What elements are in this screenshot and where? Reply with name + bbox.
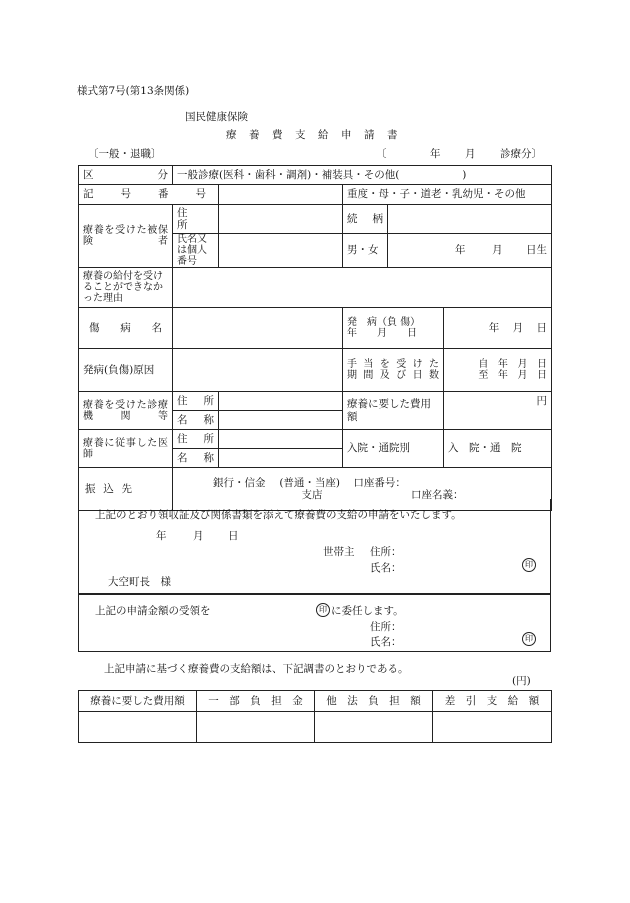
allowance-label-line2: 期間及び日数 [347, 370, 439, 381]
net-payment-amount-cell[interactable] [433, 712, 552, 743]
kubun-label: 区分 [79, 166, 173, 185]
birth-month: 月 [492, 244, 503, 257]
payment-summary-table [78, 690, 552, 743]
kubun-value[interactable]: 一般診療(医科・歯科・調剤)・補装具・その他( ) [173, 166, 552, 185]
delegate-address-label: 住所： [370, 621, 402, 633]
cost-amount-cell[interactable] [79, 712, 197, 743]
page-title: 療 養 費 支 給 申 請 書 [226, 129, 399, 141]
application-statement: 上記のとおり領収証及び関係書類を添えて療養費の支給の申請をいたします。 [95, 509, 462, 521]
allowance-label-line1: 手当を受けた [347, 359, 439, 370]
bank-line: 銀行・信金 (普通・当座) [213, 476, 341, 489]
doctor-address-label: 住 所 [173, 430, 219, 449]
insured-label: 療養を受けた被保険者 [79, 205, 173, 268]
to-day: 日 [537, 370, 548, 381]
period-month: 月 [465, 148, 476, 160]
disease-field[interactable] [173, 308, 343, 349]
name-or-id-label: 氏名又は個人番号 [173, 234, 219, 268]
insurance-label: 国民健康保険 [185, 111, 248, 123]
birth-suffix: 日生 [526, 244, 548, 257]
doctor-label: 療養に従事した医師 [79, 430, 173, 468]
mayor-addressee: 大空町長 様 [108, 576, 171, 588]
onset-label-line2: 年 月 日 [347, 328, 417, 339]
delegation-seal: 印 [316, 603, 330, 617]
col-other-law: 他 法 負 担 額 [315, 691, 433, 712]
delegate-seal: 印 [522, 632, 536, 646]
kigo-label: 記号番号 [79, 185, 219, 205]
cause-field[interactable] [173, 349, 343, 392]
to-year: 年 [497, 370, 508, 381]
birth-date-field[interactable] [388, 234, 552, 268]
category-label: 〔一般・退職〕 [88, 148, 162, 160]
relation-label: 続 柄 [343, 205, 388, 234]
insured-address-label: 住 所 [173, 205, 219, 234]
facility-address-field[interactable] [219, 392, 343, 411]
account-name-label: 口座名義： [411, 489, 464, 501]
copay-amount-cell[interactable] [197, 712, 315, 743]
form-number: 様式第7号(第13条関係) [77, 85, 190, 97]
from-year: 年 [497, 359, 508, 370]
col-copay: 一 部 負 担 金 [197, 691, 315, 712]
transfer-label: 振込先 [79, 468, 173, 511]
branch-label: 支店 [301, 489, 323, 501]
account-number-label: 口座番号： [353, 476, 406, 489]
doctor-name-label: 名 称 [173, 449, 219, 468]
payment-statement: 上記申請に基づく療養費の支給額は、下記調書のとおりである。 [104, 663, 409, 675]
name-or-id-field[interactable] [219, 234, 343, 268]
to-month: 月 [517, 370, 528, 381]
kigo-number-field[interactable] [219, 185, 343, 205]
from-day: 日 [537, 359, 548, 370]
onset-year: 年 [488, 321, 500, 334]
sex-select[interactable]: 男・女 [343, 234, 388, 268]
cost-field[interactable] [444, 392, 552, 430]
doctor-address-field[interactable] [219, 430, 343, 449]
onset-month: 月 [512, 321, 524, 334]
applicant-name-label: 氏名： [370, 562, 402, 574]
reason-field[interactable] [173, 268, 552, 308]
from-label: 自 [478, 359, 489, 370]
reason-label: 療養の給付を受けることができなかった理由 [79, 268, 173, 308]
cost-label: 療養に要した費用額 [343, 392, 444, 430]
col-net-payment: 差 引 支 給 額 [433, 691, 552, 712]
application-year: 年 [156, 530, 167, 542]
cause-label: 発病(負傷)原因 [79, 349, 173, 392]
yen-unit: (円) [512, 675, 531, 687]
application-month: 月 [193, 530, 204, 542]
applicant-address-label: 住所： [370, 546, 402, 558]
inout-select[interactable]: 入 院・通 院 [444, 430, 552, 468]
facility-label: 療養を受けた診療機関等 [79, 392, 173, 430]
kigo-category[interactable]: 重度・母・子・道老・乳幼児・その他 [343, 185, 552, 205]
from-month: 月 [517, 359, 528, 370]
allowance-label [343, 349, 444, 392]
insured-address-field[interactable] [219, 205, 343, 234]
application-form-table [78, 165, 552, 511]
onset-label [343, 308, 444, 349]
inout-label: 入院・通院別 [343, 430, 444, 468]
cost-yen: 円 [536, 395, 548, 407]
period-year: 年 [430, 148, 441, 160]
facility-address-label: 住 所 [173, 392, 219, 411]
col-cost: 療養に要した費用額 [79, 691, 197, 712]
delegation-text-post: に委任します。 [331, 605, 404, 617]
delegate-seal-icon[interactable] [522, 632, 536, 646]
relation-field[interactable] [388, 205, 552, 234]
facility-name-label: 名 称 [173, 411, 219, 430]
householder-label: 世帯主 [323, 546, 355, 558]
delegate-name-label: 氏名： [370, 636, 402, 648]
delegation-seal-icon[interactable] [316, 603, 330, 617]
period-open: 〔 [376, 148, 387, 160]
onset-label-line1: 発 病（負 傷） [347, 317, 421, 328]
delegation-text-pre: 上記の申請金額の受領を [95, 605, 211, 617]
application-day: 日 [228, 530, 239, 542]
onset-date-field[interactable] [444, 308, 552, 349]
onset-day: 日 [536, 321, 548, 334]
doctor-name-field[interactable] [219, 449, 343, 468]
facility-name-field[interactable] [219, 411, 343, 430]
applicant-seal-icon[interactable] [522, 558, 536, 572]
to-label: 至 [478, 370, 489, 381]
allowance-period-field[interactable] [444, 349, 552, 392]
other-law-amount-cell[interactable] [315, 712, 433, 743]
disease-label: 傷病名 [79, 308, 173, 349]
birth-year: 年 [454, 244, 466, 257]
period-close: 診療分〕 [500, 148, 542, 160]
applicant-seal: 印 [522, 558, 536, 572]
